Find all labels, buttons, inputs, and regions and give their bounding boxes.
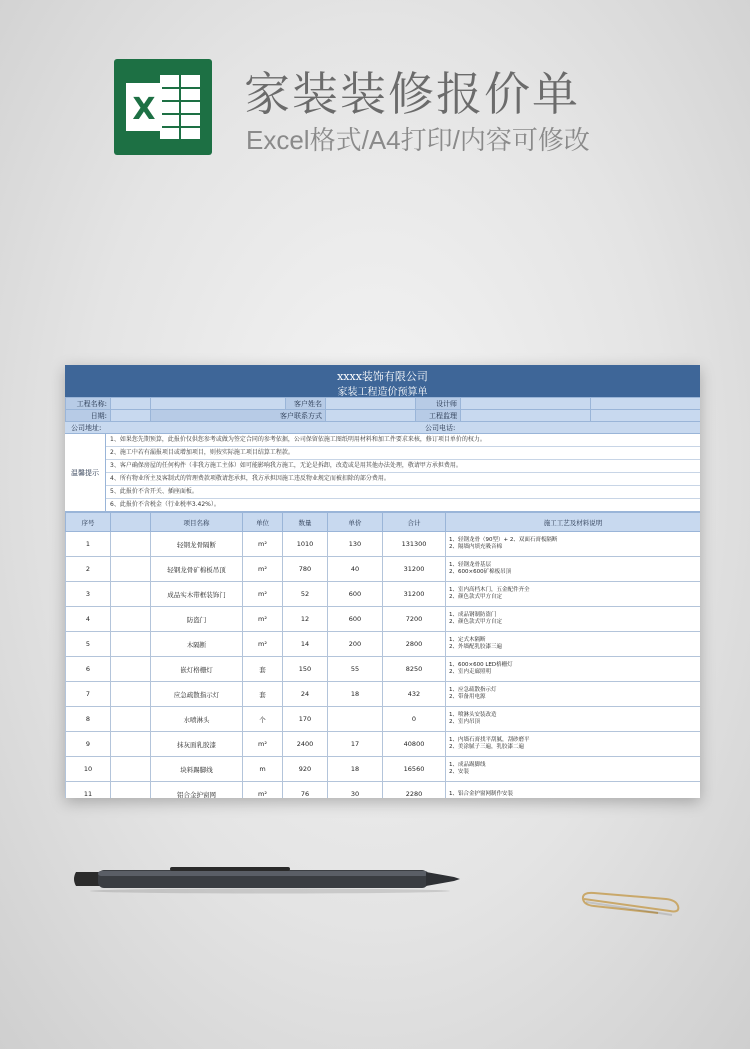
cell-qty: 920	[283, 757, 328, 782]
cell-qty: 2400	[283, 732, 328, 757]
cell-total: 16560	[383, 757, 446, 782]
cell-total: 31200	[383, 557, 446, 582]
client-contact-label: 客户联系方式	[151, 410, 326, 422]
cell-price: 40	[328, 557, 383, 582]
supervisor-value	[461, 410, 591, 422]
logo-letter: X	[132, 92, 156, 127]
cell-description	[446, 732, 701, 757]
table-row	[66, 732, 701, 757]
cell-blank	[111, 657, 151, 682]
cell-qty: 1010	[283, 532, 328, 557]
description-line: 1、铝合金护窗网制作安装	[449, 790, 514, 797]
description-line: 2、隔墙内填充吸音棉	[449, 544, 502, 550]
info-table	[65, 397, 700, 422]
cell-description	[446, 782, 701, 799]
client-contact-value	[326, 410, 416, 422]
cell-name: 轻钢龙骨矿棉板吊顶	[151, 557, 243, 582]
cell-qty: 12	[283, 607, 328, 632]
cell-price: 18	[328, 682, 383, 707]
cell-blank	[111, 732, 151, 757]
cell-total: 2800	[383, 632, 446, 657]
company-name: xxxx装饰有限公司	[337, 370, 428, 383]
designer-value	[461, 398, 591, 410]
description-line: 1、内墙石膏找平刮腻，刮砂磨平	[449, 737, 530, 743]
cell-no: 10	[66, 757, 111, 782]
tip-line: 1、如果您先期预算，此报价仅供您参考或做为签定合同的参考依据，公司保留依施工图纸明用材料和加工件要求来核，修订项目单价的权力。	[106, 434, 700, 447]
cell-description	[446, 682, 701, 707]
cell-blank	[111, 557, 151, 582]
description-line: 2、室内吊顶	[449, 719, 480, 725]
cell-unit: m²	[243, 782, 283, 799]
cell-unit: m²	[243, 532, 283, 557]
cell-price: 18	[328, 757, 383, 782]
cell-price: 600	[328, 582, 383, 607]
cell-unit: 套	[243, 682, 283, 707]
cell-description	[446, 557, 701, 582]
table-row	[66, 782, 701, 799]
excel-logo-icon	[114, 59, 212, 155]
cell-no: 11	[66, 782, 111, 799]
cell-no: 3	[66, 582, 111, 607]
cell-qty: 24	[283, 682, 328, 707]
cell-description	[446, 607, 701, 632]
cell-unit: m²	[243, 632, 283, 657]
spreadsheet-preview	[65, 365, 700, 798]
tip-line: 6、此报价不含税金（行业税率3.42%）。	[110, 501, 220, 508]
cell-qty: 170	[283, 707, 328, 732]
cell-unit: m²	[243, 607, 283, 632]
cell-total: 0	[383, 707, 446, 732]
cell-total: 432	[383, 682, 446, 707]
cell-description	[446, 657, 701, 682]
cell-qty: 76	[283, 782, 328, 799]
cell-total: 131300	[383, 532, 446, 557]
cell-name: 防盗门	[151, 607, 243, 632]
cell-description	[446, 707, 701, 732]
table-row	[66, 757, 701, 782]
description-line: 1、喷淋头安装改造	[449, 712, 497, 718]
cell-blank	[111, 757, 151, 782]
project-name-value	[111, 398, 151, 410]
cell-unit: m²	[243, 582, 283, 607]
column-header: 序号	[66, 513, 111, 532]
address-row	[65, 422, 700, 434]
cell-description	[446, 757, 701, 782]
cell-description	[446, 532, 701, 557]
description-line: 1、成品踢脚线	[449, 762, 486, 768]
tip-line: 4、所有物业所主及客制式的管理费款项敬请您承担，我方承担因施工违反物业规定而被扣除的部分费用。	[106, 473, 700, 486]
client-name-value	[326, 398, 416, 410]
cell-price: 30	[328, 782, 383, 799]
description-line: 2、美涂腻子三遍，乳胶漆二遍	[449, 744, 525, 750]
description-line: 2、600×600矿棉板吊顶	[449, 569, 512, 575]
cell-total: 31200	[383, 582, 446, 607]
date-value	[111, 410, 151, 422]
pen-image	[70, 864, 462, 894]
project-name-extra	[151, 398, 286, 410]
description-line: 1、轻钢龙骨（90型）+ 2、双面石膏板隔断	[449, 537, 558, 543]
cell-qty: 150	[283, 657, 328, 682]
items-table	[65, 512, 700, 798]
cell-unit: m	[243, 757, 283, 782]
cell-price: 17	[328, 732, 383, 757]
description-line: 1、轻钢龙骨基层	[449, 562, 491, 568]
cell-blank	[111, 682, 151, 707]
table-row	[66, 682, 701, 707]
cell-qty: 780	[283, 557, 328, 582]
cell-name: 嵌灯格栅灯	[151, 657, 243, 682]
phone-label: 公司电话:	[425, 424, 456, 432]
designer-label: 设计师	[416, 398, 461, 410]
cell-no: 1	[66, 532, 111, 557]
description-line: 2、外墙配乳胶漆三遍	[449, 644, 502, 650]
description-line: 1、室内高档木门，五金配件齐全	[449, 587, 530, 593]
tip-line: 3、客户确保房屋的任何构件（非我方施工主体）如可能影响我方施工，无论是拆卸，改造或是用其他办法处理，敬请甲方承担费用。	[106, 460, 700, 473]
description-line: 2、安装	[449, 769, 469, 775]
cell-name: 成品实木带框装饰门	[151, 582, 243, 607]
cell-name: 抹灰面乳胶漆	[151, 732, 243, 757]
column-header: 数量	[283, 513, 328, 532]
cell-name: 块料踢脚线	[151, 757, 243, 782]
tips-label: 温馨提示	[65, 434, 106, 511]
project-name-label: 工程名称:	[66, 398, 111, 410]
description-line: 2、颜色款式甲方自定	[449, 619, 502, 625]
column-header: 单位	[243, 513, 283, 532]
designer-extra	[591, 398, 701, 410]
cell-no: 8	[66, 707, 111, 732]
paperclip-image	[578, 889, 684, 921]
cell-no: 2	[66, 557, 111, 582]
cell-price: 55	[328, 657, 383, 682]
cell-price	[328, 707, 383, 732]
description-line: 1、应急疏散指示灯	[449, 687, 497, 693]
cell-unit: 个	[243, 707, 283, 732]
cell-price: 130	[328, 532, 383, 557]
cell-qty: 52	[283, 582, 328, 607]
description-line: 2、带备用电源	[449, 694, 486, 700]
table-row	[66, 532, 701, 557]
table-row	[66, 707, 701, 732]
cell-blank	[111, 632, 151, 657]
tip-line: 2、施工中若有漏报项目或增加项目，则按实际施工项目结算工程款。	[106, 447, 700, 460]
cell-blank	[111, 582, 151, 607]
page-subtitle: Excel格式/A4打印/内容可修改	[246, 125, 590, 155]
cell-total: 7200	[383, 607, 446, 632]
column-header: 单价	[328, 513, 383, 532]
table-row	[66, 632, 701, 657]
cell-no: 9	[66, 732, 111, 757]
cell-unit: m²	[243, 732, 283, 757]
cell-price: 200	[328, 632, 383, 657]
column-header: 项目名称	[151, 513, 243, 532]
column-header: 施工工艺及材料说明	[446, 513, 701, 532]
cell-description	[446, 582, 701, 607]
cell-no: 7	[66, 682, 111, 707]
cell-qty: 14	[283, 632, 328, 657]
cell-name: 轻钢龙骨隔断	[151, 532, 243, 557]
items-header-row	[66, 513, 701, 532]
cell-unit: 套	[243, 657, 283, 682]
description-line: 1、成品钢制防盗门	[449, 612, 497, 618]
cell-price: 600	[328, 607, 383, 632]
cell-name: 木隔断	[151, 632, 243, 657]
tip-line: 5、此报价不含开关、插座面板。	[106, 486, 700, 499]
client-name-label: 客户姓名	[286, 398, 326, 410]
column-header	[111, 513, 151, 532]
items-body	[66, 532, 701, 799]
tips-section	[65, 434, 700, 512]
date-label: 日期:	[66, 410, 111, 422]
table-row	[66, 557, 701, 582]
description-line: 1、定式木隔断	[449, 637, 486, 643]
cell-total: 2280	[383, 782, 446, 799]
table-row	[66, 657, 701, 682]
doc-title: 家装工程造价预算单	[337, 387, 428, 398]
sheet-banner	[65, 365, 700, 397]
cell-total: 8250	[383, 657, 446, 682]
tips-lines	[106, 434, 700, 511]
description-line: 1、600×600 LED格栅灯	[449, 662, 513, 668]
cell-blank	[111, 607, 151, 632]
cell-no: 5	[66, 632, 111, 657]
description-line: 2、颜色款式甲方自定	[449, 594, 502, 600]
cell-unit: m²	[243, 557, 283, 582]
supervisor-label: 工程监理	[416, 410, 461, 422]
cell-blank	[111, 532, 151, 557]
supervisor-extra	[591, 410, 701, 422]
table-row	[66, 607, 701, 632]
column-header: 合计	[383, 513, 446, 532]
cell-no: 6	[66, 657, 111, 682]
cell-total: 40800	[383, 732, 446, 757]
table-row	[66, 582, 701, 607]
address-label: 公司地址:	[71, 424, 102, 432]
description-line: 2、室内走廊照明	[449, 669, 491, 675]
cell-name: 铝合金护窗网	[151, 782, 243, 799]
cell-name: 应急疏散指示灯	[151, 682, 243, 707]
page-title: 家装装修报价单	[244, 68, 580, 120]
cell-name: 水喷淋头	[151, 707, 243, 732]
cell-no: 4	[66, 607, 111, 632]
cell-blank	[111, 782, 151, 799]
cell-blank	[111, 707, 151, 732]
cell-description	[446, 632, 701, 657]
